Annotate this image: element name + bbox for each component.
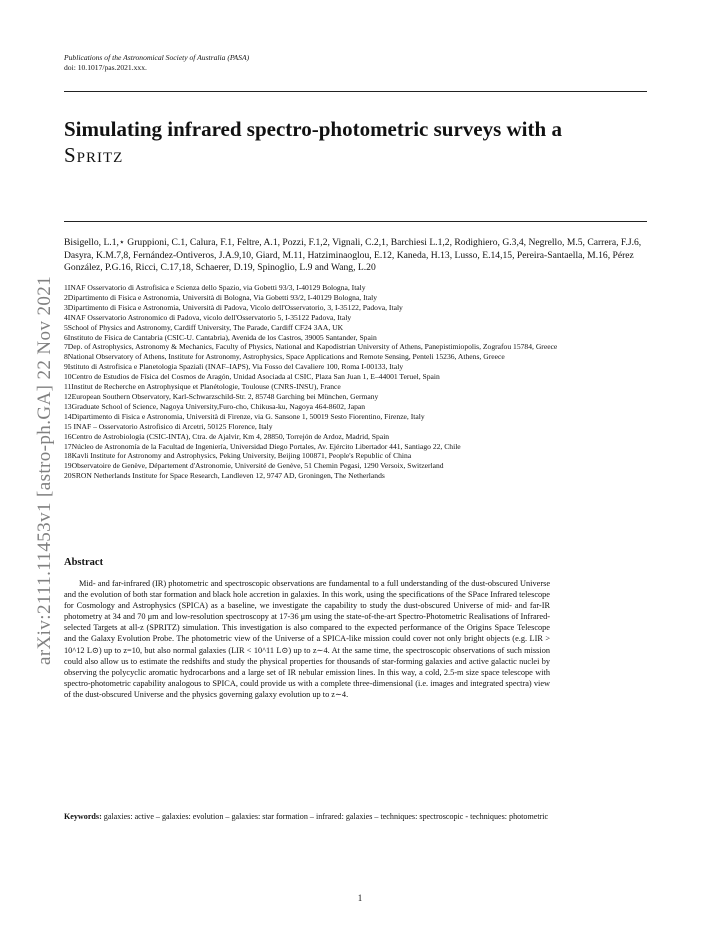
affiliation-item: 7Dep. of Astrophysics, Astronomy & Mechanics, Faculty of Physics, National and Kapodistrian University of Athens, Panepistimiopolis, Zografou 15784, Greece <box>64 342 558 352</box>
affiliation-item: 12European Southern Observatory, Karl-Schwarzschild-Str. 2, 85748 Garching bei München, Germany <box>64 391 379 401</box>
affiliation-item: 11Institut de Recherche en Astrophysique et Planétologie, Toulouse (CNRS-INSU), France <box>64 382 341 392</box>
affiliation-item: 14Dipartimento di Fisica e Astronomia, Università di Firenze, via G. Sansone 1, 50019 Sesto Fiorentino, Firenze, Italy <box>64 411 425 421</box>
affiliation-list <box>64 283 654 481</box>
affiliation-item: 4INAF Osservatorio Astronomico di Padova, vicolo dell'Osservatorio 5, I-35122 Padova, Italy <box>64 312 352 322</box>
affiliation-item: 16Centro de Astrobiología (CSIC-INTA), Ctra. de Ajalvir, Km 4, 28850, Torrejón de Ardoz, Madrid, Spain <box>64 431 390 441</box>
affiliation-item: 15 INAF – Osservatorio Astrofisico di Arcetri, 50125 Florence, Italy <box>64 421 273 431</box>
keywords-text: galaxies: active – galaxies: evolution – galaxies: star formation – infrared: galaxies – techniques: spectroscopic - techniques: photometric <box>103 812 549 821</box>
keywords-label: Keywords: <box>64 812 102 821</box>
affiliation-item: 13Graduate School of Science, Nagoya University,Furo-cho, Chikusa-ku, Nagoya 464-8602, Japan <box>64 401 366 411</box>
title-rule <box>64 221 647 222</box>
author-list: Bisigello, L.1,⋆ Gruppioni, C.1, Calura, F.1, Feltre, A.1, Pozzi, F.1,2, Vignali, C.2,1, Barchiesi L.1,2, Rodighiero, G.3,4, Negrello, M.5, Carrera, F.J.6, Dasyra, K.M.7,8, Fernández-Ontiveros, J.A.9,10, Giard, M.11, Hatziminaoglou, E.12, Kaneda, H.13, Lusso, E.14,15, Pereira-Santaella, M.16, Pérez González, P.G.16, Ricci, C.17,18, Schaerer, D.19, Spinoglio, L.9 and Wang, L.20 <box>64 237 642 274</box>
affiliation-item: 1INAF Osservatorio di Astrofisica e Scienza dello Spazio, via Gobetti 93/3, I-40129 Bologna, Italy <box>64 283 366 292</box>
paper-title-spritz: Spritz <box>64 143 124 167</box>
affiliation-item: 20SRON Netherlands Institute for Space Research, Landleven 12, 9747 AD, Groningen, The Netherlands <box>64 471 385 481</box>
abstract-heading: Abstract <box>64 557 104 568</box>
abstract-text: Mid- and far-infrared (IR) photometric and spectroscopic observations are fundamental to a full understanding of the dust-obscured Universe and the evolution of both star formation and black hole accretion in galaxies. In this work, using the specifications of the SPace Infrared telescope for Cosmology and Astrophysics (SPICA) as a baseline, we investigate the capability to study the dust-obscured Universe of mid- and far-IR photometry at 34 and 70 μm and low-resolution spectroscopy at 17-36 μm using the state-of-the-art Spectro-Photometric Realisations of Infrared-selected Targets at all-z (SPRITZ) simulation. This investigation is also compared to the expected performance of the Origins Space Telescope and the Galaxy Evolution Probe. The photometric view of the Universe of a SPICA-like mission could cover not only bright objects (e.g. LIR > 10^12 L⊙) up to z=10, but also normal galaxies (LIR < 10^11 L⊙) up to z∼4. At the same time, the spectroscopic observations of such mission could also allow us to estimate the redshifts and study the physical properties for thousands of star-forming galaxies and active galactic nuclei by observing the polycyclic aromatic hydrocarbons and a large set of IR nebular emission lines. In this way, a cold, 2.5-m size space telescope with spectro-photometric capability analogous to SPICA, could provide us with a complete three-dimensional (i.e. images and integrated spectra) view of the dust-obscured Universe and the physics governing galaxy evolution up to z∼4. <box>64 579 550 699</box>
journal-header <box>64 53 249 73</box>
page-number: 1 <box>357 893 363 903</box>
affiliation-item: 8National Observatory of Athens, Institute for Astronomy, Astrophysics, Space Applications and Remote Sensing, Penteli 15236, Athens, Greece <box>64 352 505 362</box>
paper-title <box>64 116 664 168</box>
affiliation-item: 5School of Physics and Astronomy, Cardiff University, The Parade, Cardiff CF24 3AA, UK <box>64 322 344 332</box>
affiliation-item: 19Observatoire de Genève, Département d'Astronomie, Université de Genève, 51 Chemin Pegasi, 1290 Versoix, Switzerland <box>64 461 444 471</box>
affiliation-item: 18Kavli Institute for Astronomy and Astrophysics, Peking University, Beijing 100871, People's Republic of China <box>64 451 412 461</box>
affiliation-item: 3Dipartimento di Fisica e Astronomia, Università di Padova, Vicolo dell'Osservatorio, 3, I-35122, Padova, Italy <box>64 302 403 312</box>
journal-name: Publications of the Astronomical Society of Australia (PASA) <box>64 53 250 62</box>
doi: doi: 10.1017/pas.2021.xxx. <box>64 63 147 72</box>
affiliation-item: 9Istituto di Astrofisica e Planetologia Spaziali (INAF–IAPS), Via Fosso del Cavaliere 100, Roma I-00133, Italy <box>64 362 404 372</box>
affiliation-item: 10Centro de Estudios de Física del Cosmos de Aragón, Unidad Asociada al CSIC, Plaza San Juan 1, E–44001 Teruel, Spain <box>64 372 440 382</box>
paper-title-main: Simulating infrared spectro-photometric surveys with a <box>64 117 562 141</box>
affiliation-item: 6Instituto de Física de Cantabria (CSIC-U. Cantabria), Avenida de los Castros, 39005 Santander, Spain <box>64 332 377 342</box>
affiliation-item: 17Núcleo de Astronomía de la Facultad de Ingeniería, Universidad Diego Portales, Av. Ejército Libertador 441, Santiago 22, Chile <box>64 441 461 451</box>
arxiv-identifier[interactable]: arXiv:2111.11453v1 [astro-ph.GA] 22 Nov 2021 <box>34 275 55 665</box>
keywords <box>64 812 584 822</box>
affiliation-item: 2Dipartimento di Fisica e Astronomia, Università di Bologna, Via Gobetti 93/2, I-40129 Bologna, Italy <box>64 292 378 302</box>
top-rule <box>64 91 647 92</box>
